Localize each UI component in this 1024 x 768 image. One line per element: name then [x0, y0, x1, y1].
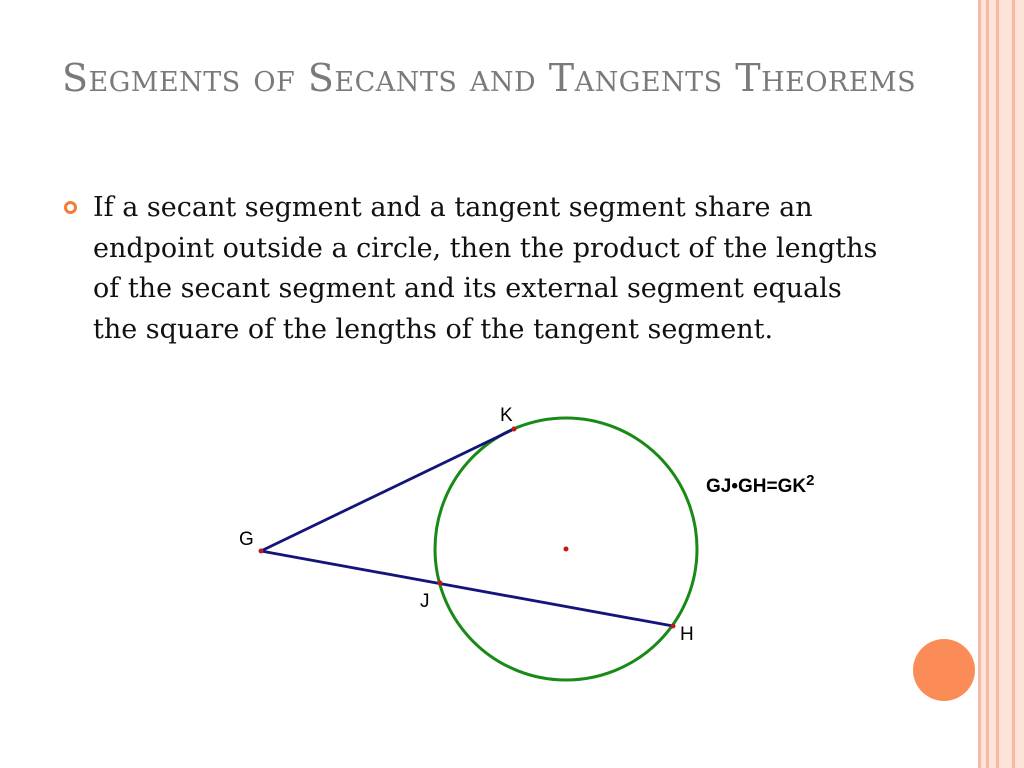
- label-k: K: [500, 405, 513, 426]
- tangent-segment-gk: [261, 429, 514, 551]
- slide-title: Segments of Secants and Tangents Theorems: [62, 56, 917, 100]
- label-h: H: [680, 624, 694, 645]
- formula-exponent: 2: [806, 472, 815, 489]
- center-point: [564, 547, 569, 552]
- secant-segment-gh: [261, 551, 673, 626]
- bullet-text: If a secant segment and a tangent segment share an endpoint outside a circle, then the product of the lengths of the secant segment and its external segment equals the square of the lengths of the tangent segment.: [93, 192, 878, 345]
- decorative-orange-circle: [913, 639, 975, 701]
- label-j: J: [420, 591, 430, 612]
- label-g: G: [239, 529, 254, 550]
- point-g: [259, 549, 264, 554]
- point-h: [671, 624, 676, 629]
- point-j: [438, 581, 443, 586]
- formula: [706, 472, 814, 498]
- formula-main: GJ•GH=GK: [706, 476, 807, 497]
- point-k: [512, 427, 517, 432]
